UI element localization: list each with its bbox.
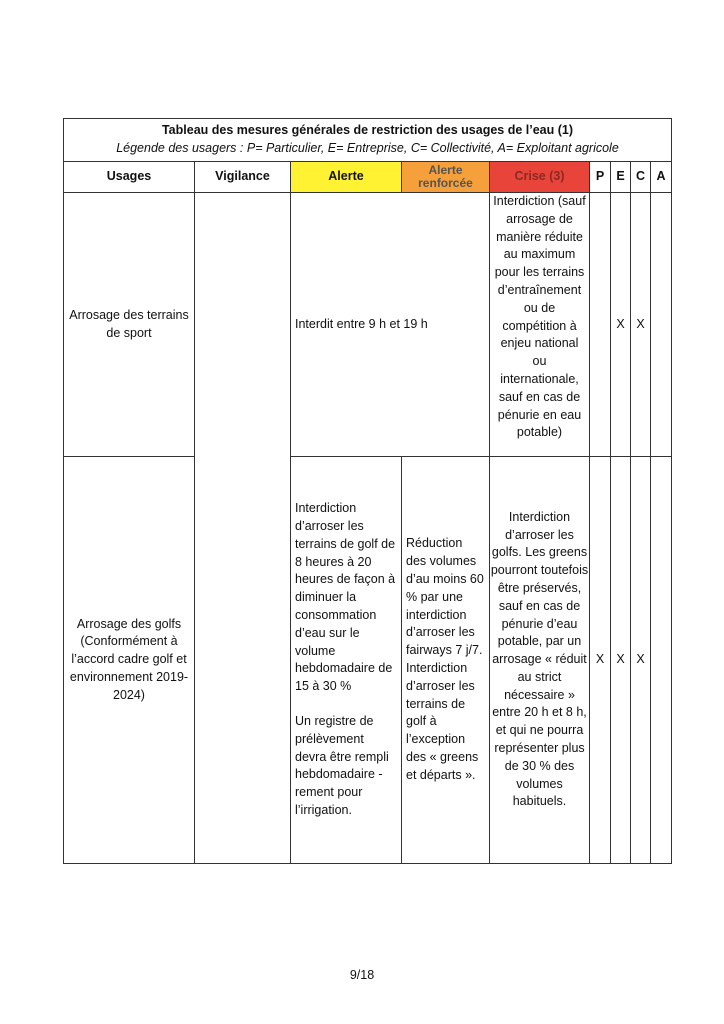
crise-cell: Interdiction (sauf arrosage de manière réduite au maximum pour les terrains d’entraînement ou de compétition à enjeu national ou internationale, sauf en cas de pénurie en eau potable) [490,193,590,457]
crise-cell: Interdiction d’arroser les golfs. Les greens pourront toutefois être préservés, sauf en cas de pénurie d’eau potable, par un arrosage « réduit au strict nécessaire » entre 20 h et 8 h, et qui ne pourra représenter plus de 30 % des volumes habituels. [490,457,590,864]
vigilance-cell [195,193,291,864]
alerte-renforcee-paragraph: Réduction des volumes d’au moins 60 % par une interdiction d’arroser les fairways 7 j/7. [406,536,484,658]
c-mark: X [631,193,651,457]
usage-cell: Arrosage des golfs (Conformément à l’accord cadre golf et environnement 2019-2024) [64,457,195,864]
p-mark [590,193,611,457]
alerte-cell: Interdit entre 9 h et 19 h [291,193,490,457]
header-p: P [590,162,611,193]
restriction-table [63,118,672,864]
alerte-renforcee-cell [402,457,490,864]
usage-cell: Arrosage des terrains de sport [64,193,195,457]
e-mark: X [611,457,631,864]
table-title-cell [64,119,672,162]
header-alerte-renforcee: Alerte renforcée [402,162,490,193]
a-mark [651,193,672,457]
header-usages: Usages [64,162,195,193]
table-row [64,193,672,457]
alerte-cell [291,457,402,864]
header-alerte: Alerte [291,162,402,193]
alerte-paragraph: Interdiction d’arroser les terrains de golf de 8 heures à 20 heures de façon à diminuer la consommation d’eau sur le volume hebdomadaire de 15 à 30 % [295,501,396,694]
table-row [64,457,672,864]
p-mark: X [590,457,611,864]
e-mark: X [611,193,631,457]
c-mark: X [631,457,651,864]
page-number: 9/18 [349,968,375,982]
header-a: A [651,162,672,193]
alerte-paragraph: Un registre de prélèvement devra être rempli hebdomadaire - rement pour l’irrigation. [295,713,389,817]
table-title: Tableau des mesures générales de restriction des usages de l’eau (1) [161,123,574,138]
table-legend: Légende des usagers : P= Particulier, E= Entreprise, C= Collectivité, A= Exploitant agricole [116,141,619,155]
alerte-renforcee-paragraph: Interdiction d’arroser les terrains de golf à l’exception des « greens et départs ». [406,661,479,782]
header-crise: Crise (3) [490,162,590,193]
header-e: E [611,162,631,193]
header-vigilance: Vigilance [195,162,291,193]
header-c: C [631,162,651,193]
a-mark [651,457,672,864]
